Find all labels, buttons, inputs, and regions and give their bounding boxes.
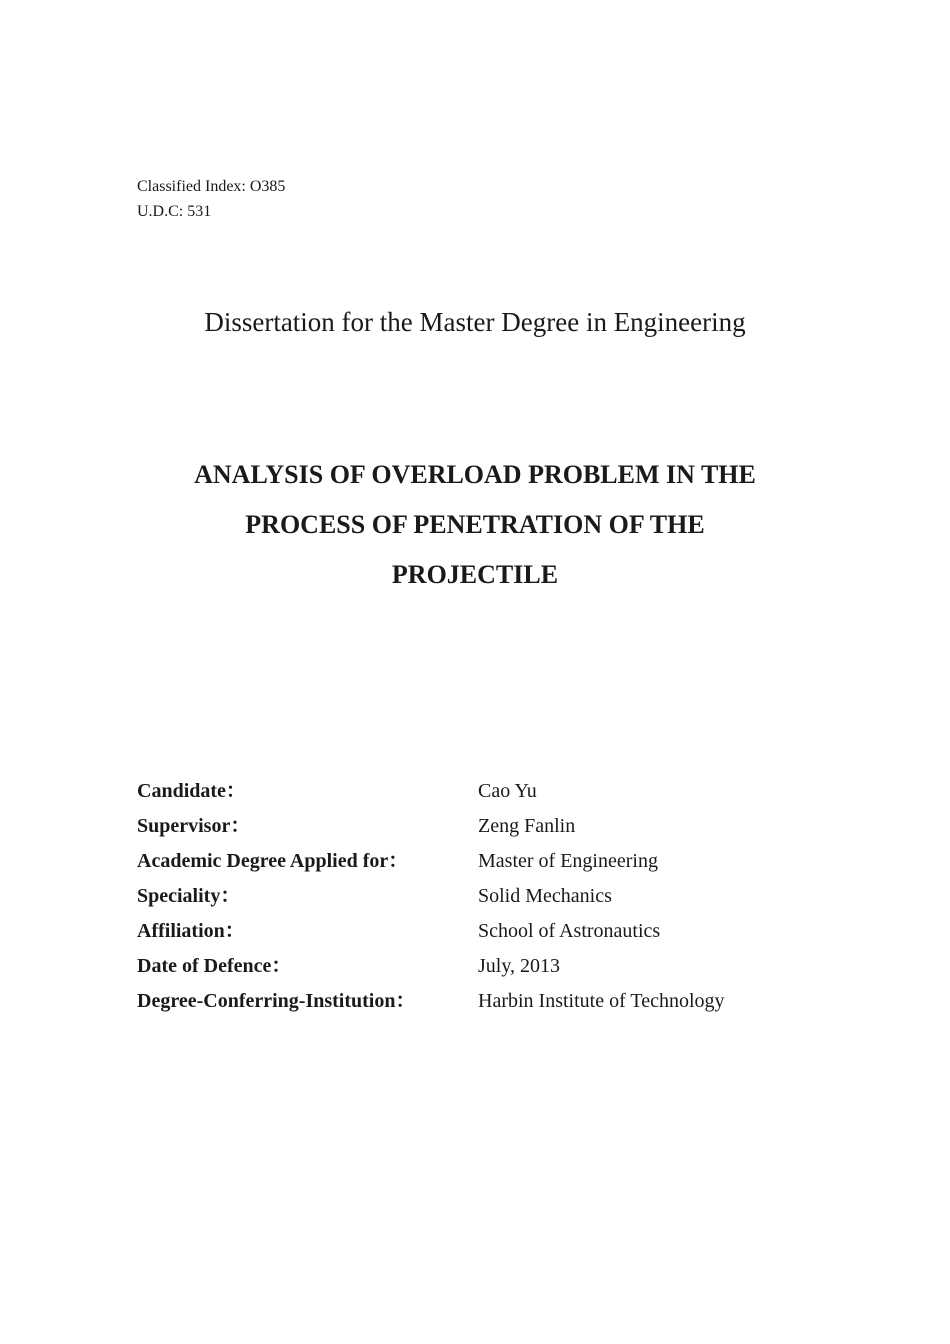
info-label: Supervisor：: [137, 815, 251, 837]
thesis-info-table: [137, 776, 725, 1021]
info-label: Speciality：: [137, 885, 241, 907]
udc-number: U.D.C: 531: [137, 203, 212, 220]
info-row-degree: [137, 846, 725, 881]
info-value: Harbin Institute of Technology: [478, 990, 725, 1012]
index-block: [137, 174, 285, 224]
title-line: ANALYSIS OF OVERLOAD PROBLEM IN THE: [194, 460, 756, 489]
info-row-defence-date: [137, 951, 725, 986]
info-label: Affiliation：: [137, 920, 245, 942]
info-row-candidate: [137, 776, 725, 811]
title-line: PROJECTILE: [391, 560, 559, 589]
info-row-affiliation: [137, 916, 725, 951]
info-label: Degree-Conferring-Institution：: [137, 990, 416, 1012]
info-row-speciality: [137, 881, 725, 916]
info-value: July, 2013: [478, 955, 561, 977]
info-label: Academic Degree Applied for：: [137, 850, 409, 872]
info-value: Master of Engineering: [478, 850, 658, 872]
info-value: Solid Mechanics: [478, 885, 612, 907]
thesis-title: [120, 450, 830, 600]
info-value: School of Astronautics: [478, 920, 661, 942]
info-label: Candidate：: [137, 780, 246, 802]
classified-index: Classified Index: O385: [137, 178, 286, 195]
info-value: Cao Yu: [478, 780, 537, 802]
info-label: Date of Defence：: [137, 955, 292, 977]
dissertation-subtitle: Dissertation for the Master Degree in Engineering: [204, 307, 746, 337]
info-value: Zeng Fanlin: [478, 815, 576, 837]
info-row-institution: [137, 986, 725, 1021]
info-row-supervisor: [137, 811, 725, 846]
title-line: PROCESS OF PENETRATION OF THE: [245, 510, 705, 539]
